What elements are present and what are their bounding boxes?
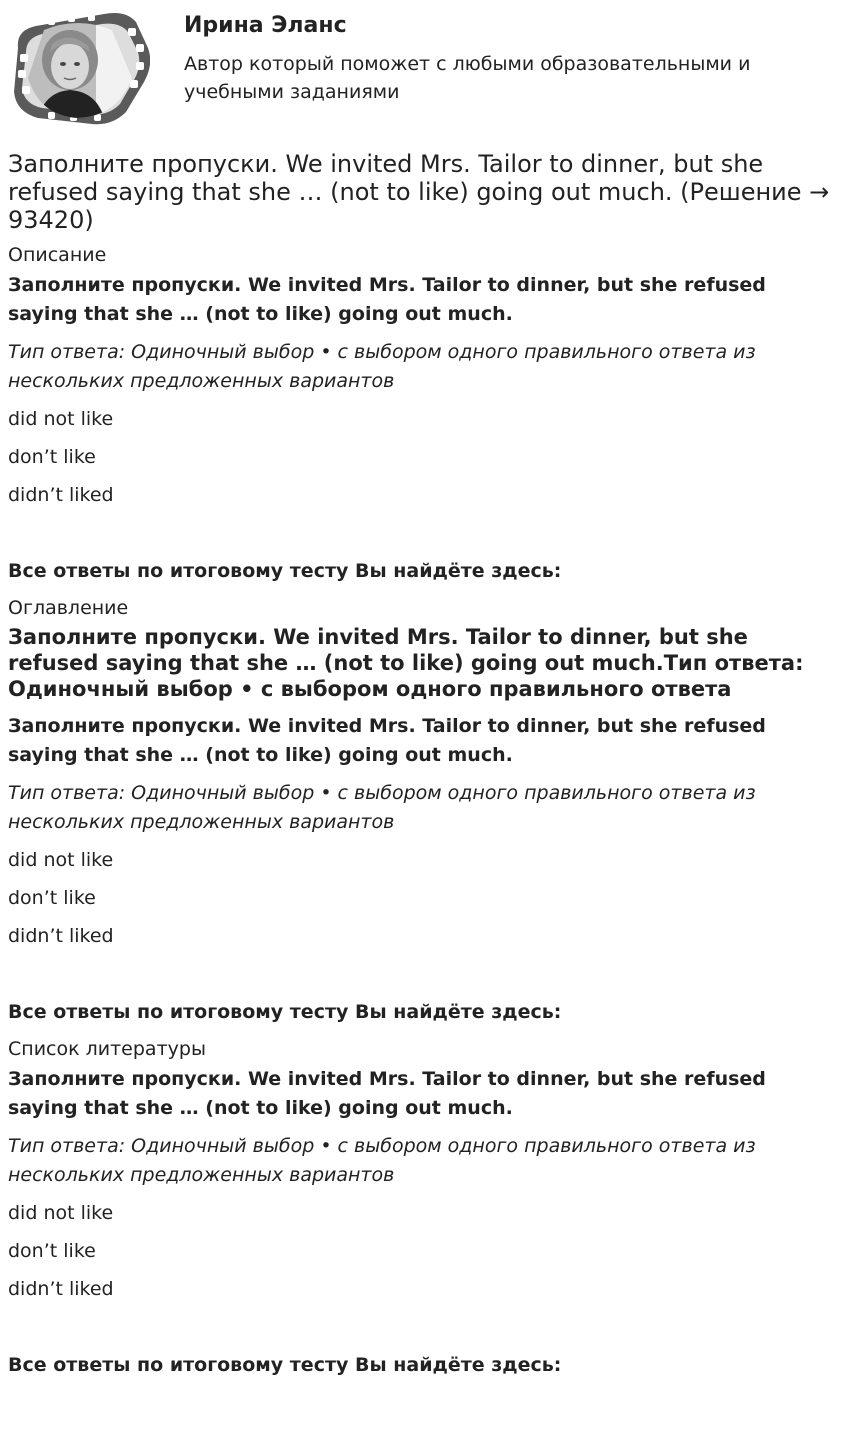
section-label: Оглавление (8, 597, 129, 619)
all-answers-link[interactable]: Все ответы по итоговому тесту Вы найдёте здесь: (8, 560, 562, 582)
answer-option: didn’t liked (8, 484, 114, 506)
answer-option: didn’t liked (8, 925, 114, 947)
answer-type: Тип ответа: Одиночный выбор • с выбором одного правильного ответа из нескольких предложенных вариантов (8, 341, 756, 392)
author-avatar[interactable] (8, 8, 150, 126)
section-bibliography (8, 1037, 839, 1380)
section-label: Список литературы (8, 1038, 206, 1060)
page-title: Заполните пропуски. We invited Mrs. Tailor to dinner, but she refused saying that she … (not to like) going out much. (Решение → 93420) (8, 150, 830, 234)
spacer (8, 519, 839, 557)
toc-heading: Заполните пропуски. We invited Mrs. Tailor to dinner, but she refused saying that she … (not to like) going out much.Тип ответа: Одиночный выбор • с выбором одного правильного ответа (8, 625, 804, 701)
answer-type: Тип ответа: Одиночный выбор • с выбором одного правильного ответа из нескольких предложенных вариантов (8, 1135, 756, 1186)
question-text: Заполните пропуски. We invited Mrs. Tailor to dinner, but she refused saying that she … (not to like) going out much. (8, 715, 766, 766)
answer-option: don’t like (8, 446, 96, 468)
question-text: Заполните пропуски. We invited Mrs. Tailor to dinner, but she refused saying that she … (not to like) going out much. (8, 274, 766, 325)
section-description (8, 243, 839, 586)
answer-option: didn’t liked (8, 1278, 114, 1300)
main-content (8, 150, 839, 1390)
author-description: Автор который поможет с любыми образовательными и учебными заданиями (184, 53, 751, 103)
spacer (8, 1313, 839, 1351)
all-answers-link[interactable]: Все ответы по итоговому тесту Вы найдёте здесь: (8, 1001, 562, 1023)
question-text: Заполните пропуски. We invited Mrs. Tailor to dinner, but she refused saying that she … (not to like) going out much. (8, 1068, 766, 1119)
answer-option: did not like (8, 1202, 114, 1224)
answer-option: don’t like (8, 1240, 96, 1262)
author-name[interactable]: Ирина Эланс (184, 13, 347, 38)
section-toc (8, 596, 839, 1027)
answer-option: did not like (8, 408, 114, 430)
answer-type: Тип ответа: Одиночный выбор • с выбором одного правильного ответа из нескольких предложенных вариантов (8, 782, 756, 833)
answer-option: don’t like (8, 887, 96, 909)
spacer (8, 960, 839, 998)
answer-option: did not like (8, 849, 114, 871)
author-card (8, 8, 839, 128)
all-answers-link[interactable]: Все ответы по итоговому тесту Вы найдёте здесь: (8, 1354, 562, 1376)
section-label: Описание (8, 244, 107, 266)
